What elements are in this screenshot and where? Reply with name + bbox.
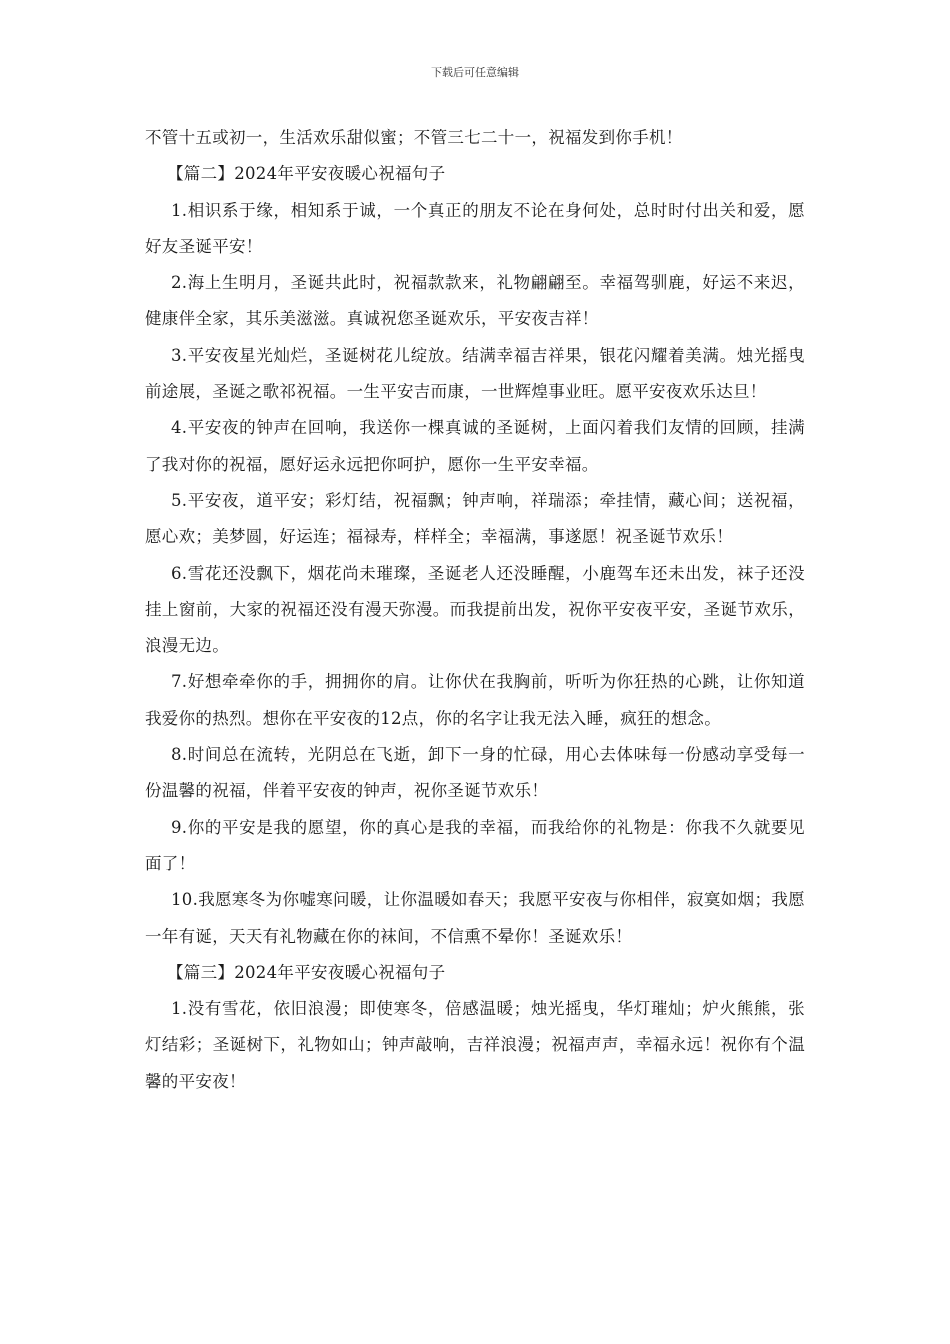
paragraph: 10.我愿寒冬为你嘘寒问暖，让你温暖如春天；我愿平安夜与你相伴，寂寞如烟；我愿一年有诞，天天有礼物藏在你的袜间，不信熏不晕你！圣诞欢乐！ [145, 890, 805, 946]
paragraph: 6.雪花还没飘下，烟花尚未璀璨，圣诞老人还没睡醒，小鹿驾车还未出发，袜子还没挂上窗前，大家的祝福还没有漫天弥漫。而我提前出发，祝你平安夜平安，圣诞节欢乐，浪漫无边。 [145, 563, 805, 656]
paragraph: 4.平安夜的钟声在回响，我送你一棵真诚的圣诞树，上面闪着我们友情的回顾，挂满了我对你的祝福，愿好运永远把你呵护，愿你一生平安幸福。 [145, 418, 805, 474]
paragraph: 2.海上生明月，圣诞共此时，祝福款款来，礼物翩翩至。幸福驾驯鹿，好运不来迟，健康伴全家，其乐美滋滋。真诚祝您圣诞欢乐，平安夜吉祥！ [145, 273, 805, 329]
paragraph: 9.你的平安是我的愿望，你的真心是我的幸福，而我给你的礼物是：你我不久就要见面了！ [145, 817, 805, 873]
paragraph: 5.平安夜，道平安；彩灯结，祝福飘；钟声响，祥瑞添；牵挂情，藏心间；送祝福，愿心欢；美梦圆，好运连；福禄寿，样样全；幸福满，事遂愿！祝圣诞节欢乐！ [145, 490, 805, 547]
paragraph: 1.相识系于缘，相知系于诚，一个真正的朋友不论在身何处，总时时付出关和爱，愿好友圣诞平安！ [145, 200, 805, 256]
section-heading: 【篇二】2024年平安夜暖心祝福句子 [167, 164, 446, 184]
paragraph: 7.好想牵牵你的手，拥拥你的肩。让你伏在我胸前，听听为你狂热的心跳，让你知道我爱你的热烈。想你在平安夜的12点，你的名字让我无法入睡，疯狂的想念。 [145, 672, 805, 728]
paragraph: 不管十五或初一，生活欢乐甜似蜜；不管三七二十一，祝福发到你手机！ [145, 128, 683, 147]
document-body [145, 120, 805, 1100]
paragraph: 8.时间总在流转，光阴总在飞逝，卸下一身的忙碌，用心去体味每一份感动享受每一份温馨的祝福，伴着平安夜的钟声，祝你圣诞节欢乐！ [145, 745, 805, 801]
paragraph: 3.平安夜星光灿烂，圣诞树花儿绽放。结满幸福吉祥果，银花闪耀着美满。烛光摇曳前途展，圣诞之歌祁祝福。一生平安吉而康，一世辉煌事业旺。愿平安夜欢乐达旦！ [145, 345, 805, 402]
page-header: 下载后可任意编辑 [431, 66, 519, 79]
paragraph: 1.没有雪花，依旧浪漫；即使寒冬，倍感温暖；烛光摇曳，华灯璀灿；炉火熊熊，张灯结彩；圣诞树下，礼物如山；钟声敲响，吉祥浪漫；祝福声声，幸福永远！祝你有个温馨的平安夜！ [145, 999, 805, 1091]
section-heading: 【篇三】2024年平安夜暖心祝福句子 [167, 962, 446, 982]
